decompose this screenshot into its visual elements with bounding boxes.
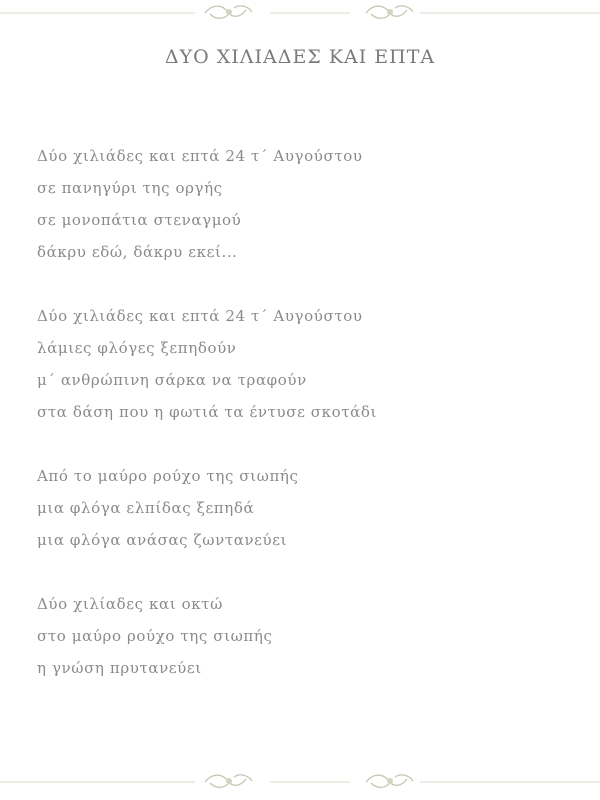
- poem-line: Δύο χιλίαδες και οκτώ: [37, 595, 223, 613]
- poem-line: Από το μαύρο ρούχο της σιωπής: [37, 467, 299, 485]
- bottom-ornament-border: [0, 770, 600, 794]
- poem-line: στο μαύρο ρούχο της σιωπής: [37, 627, 273, 645]
- poem-body: [37, 140, 577, 716]
- poem-line: σε πανηγύρι της οργής: [37, 179, 223, 197]
- poem-line: μια φλόγα ανάσας ζωντανεύει: [37, 531, 288, 549]
- poem-title: ΔΥΟ ΧΙΛΙΑΔΕΣ ΚΑΙ ΕΠΤΑ: [164, 46, 436, 68]
- stanza-2: [37, 300, 577, 428]
- stanza-3: [37, 460, 577, 556]
- top-ornament-border: [0, 0, 600, 24]
- poem-line: Δύο χιλιάδες και επτά 24 τ΄ Αυγούστου: [37, 147, 363, 165]
- poem-line: στα δάση που η φωτιά τα έντυσε σκοτάδι: [37, 403, 377, 421]
- poem-line: μια φλόγα ελπίδας ξεπηδά: [37, 499, 255, 517]
- stanza-4: [37, 588, 577, 684]
- poem-line: λάμιες φλόγες ξεπηδούν: [37, 339, 237, 357]
- poem-line: δάκρυ εδώ, δάκρυ εκεί...: [37, 243, 238, 261]
- ornament-border-icon: [0, 0, 600, 24]
- poem-line: η γνώση πρυτανεύει: [37, 659, 202, 677]
- ornament-border-icon: [0, 770, 600, 794]
- poem-line: Δύο χιλιάδες και επτά 24 τ΄ Αυγούστου: [37, 307, 363, 325]
- poem-line: σε μονοπάτια στεναγμού: [37, 211, 242, 229]
- stanza-1: [37, 140, 577, 268]
- poem-line: μ΄ ανθρώπινη σάρκα να τραφούν: [37, 371, 307, 389]
